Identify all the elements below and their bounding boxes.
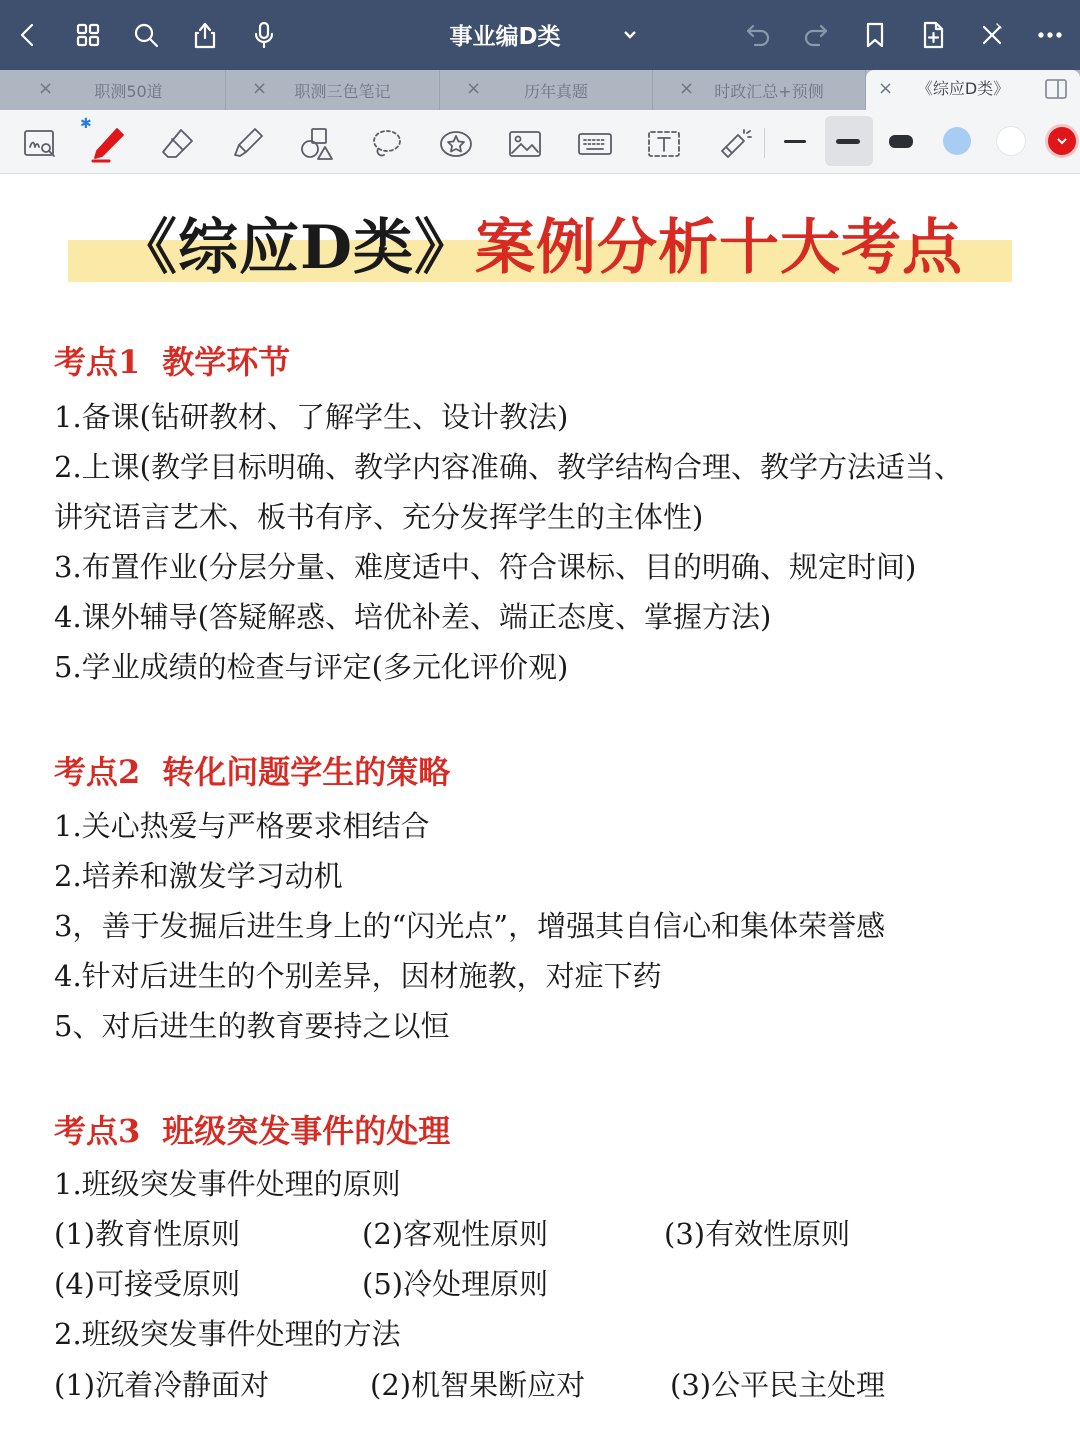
toolbar-separator — [764, 128, 765, 158]
principle-item: (3)有效性原则 — [664, 1217, 851, 1251]
list-item: 3，善于发掘后进生身上的“闪光点”，增强其自信心和集体荣誉感 — [54, 909, 886, 943]
section-1-title — [54, 342, 290, 382]
lasso-icon[interactable] — [365, 122, 409, 166]
chevron-down-icon — [1056, 137, 1068, 145]
pen-icon[interactable] — [86, 122, 130, 166]
color-light-blue-swatch[interactable] — [943, 127, 971, 155]
tab-current-affairs[interactable] — [653, 70, 866, 110]
laser-pointer-icon[interactable] — [711, 122, 755, 166]
highlighter-icon[interactable] — [226, 122, 270, 166]
chevron-down-icon[interactable] — [622, 26, 642, 46]
bookmark-icon[interactable] — [855, 15, 895, 55]
tab-zhice-50[interactable] — [12, 70, 226, 110]
section-name: 教学环节 — [162, 343, 291, 381]
list-item: 1.关心热爱与严格要求相结合 — [54, 809, 430, 843]
method-item: (3)公平民主处理 — [670, 1368, 886, 1402]
bluetooth-icon: ✱ — [80, 116, 92, 132]
drawing-toolbar — [0, 110, 1080, 174]
list-item: 1.备课(钻研教材、了解学生、设计教法) — [54, 400, 569, 434]
list-item: 3.布置作业(分层分量、难度适中、符合课标、目的明确、规定时间) — [54, 550, 917, 584]
section-number: 考点1 — [54, 343, 141, 381]
top-navigation-bar — [0, 0, 1080, 70]
tab-strip — [0, 70, 1080, 110]
split-view-icon[interactable] — [1044, 78, 1070, 102]
section-name: 转化问题学生的策略 — [162, 753, 451, 791]
list-item: 5、对后进生的教育要持之以恒 — [54, 1009, 450, 1043]
stroke-medium-option[interactable] — [836, 139, 860, 144]
section-number: 考点2 — [54, 753, 141, 791]
tab-close-icon[interactable]: × — [679, 78, 695, 99]
share-icon[interactable] — [185, 15, 225, 55]
method-item: (2)机智果断应对 — [370, 1368, 586, 1402]
list-item: 讲究语言艺术、板书有序、充分发挥学生的主体性) — [54, 500, 704, 534]
page-title-black: 《综应D类》 — [116, 213, 476, 283]
stroke-thick-option[interactable] — [889, 135, 913, 148]
tab-close-icon[interactable]: × — [38, 78, 54, 99]
undo-icon[interactable] — [738, 15, 778, 55]
principle-item: (2)客观性原则 — [362, 1217, 549, 1251]
list-item: 5.学业成绩的检查与评定(多元化评价观) — [54, 650, 569, 684]
tab-close-icon[interactable]: × — [252, 78, 268, 99]
handwriting-search-icon[interactable] — [18, 122, 62, 166]
add-page-icon[interactable] — [913, 15, 953, 55]
tab-close-icon[interactable]: × — [878, 78, 894, 99]
redo-icon[interactable] — [796, 15, 836, 55]
sticker-icon[interactable] — [434, 122, 478, 166]
stroke-thin-option[interactable] — [784, 140, 806, 143]
section-3-title — [54, 1111, 450, 1151]
list-item: 4.课外辅导(答疑解惑、培优补差、端正态度、掌握方法) — [54, 600, 772, 634]
list-item: 4.针对后进生的个别差异，因材施教，对症下药 — [54, 959, 662, 993]
more-icon[interactable] — [1030, 15, 1070, 55]
text-box-icon[interactable] — [642, 122, 686, 166]
back-icon[interactable] — [8, 15, 48, 55]
tab-zhice-notes[interactable] — [226, 70, 440, 110]
tab-label: 时政汇总+预侧 — [714, 82, 824, 101]
method-item: (1)沉着冷静面对 — [54, 1368, 270, 1402]
image-icon[interactable] — [503, 122, 547, 166]
principle-item: (1)教育性原则 — [54, 1217, 241, 1251]
tab-label: 职测50道 — [94, 82, 163, 101]
list-item: 2.培养和激发学习动机 — [54, 859, 343, 893]
document-title[interactable]: 事业编D类 — [449, 24, 561, 50]
close-icon[interactable] — [972, 15, 1012, 55]
color-white-swatch[interactable] — [996, 126, 1026, 156]
keyboard-icon[interactable] — [573, 122, 617, 166]
subheading-methods: 2.班级突发事件处理的方法 — [54, 1317, 401, 1351]
list-item: 2.上课(教学目标明确、教学内容准确、教学结构合理、教学方法适当、 — [54, 450, 963, 484]
tab-close-icon[interactable]: × — [466, 78, 482, 99]
section-2-title — [54, 752, 450, 792]
tab-zongying-d[interactable] — [866, 70, 1080, 110]
tab-past-exams[interactable] — [440, 70, 653, 110]
tab-label: 历年真题 — [523, 82, 588, 101]
page-title — [70, 208, 1010, 288]
color-red-swatch[interactable] — [1045, 124, 1079, 158]
principle-item: (5)冷处理原则 — [362, 1267, 549, 1301]
tab-label: 《综应D类》 — [916, 79, 1010, 98]
section-name: 班级突发事件的处理 — [162, 1112, 451, 1150]
page-title-red: 案例分析十大考点 — [475, 213, 964, 283]
subheading-principles: 1.班级突发事件处理的原则 — [54, 1167, 401, 1201]
eraser-icon[interactable] — [156, 122, 200, 166]
section-number: 考点3 — [54, 1112, 141, 1150]
mic-icon[interactable] — [244, 15, 284, 55]
shapes-icon[interactable] — [295, 122, 339, 166]
principle-item: (4)可接受原则 — [54, 1267, 241, 1301]
grid-icon[interactable] — [68, 15, 108, 55]
tab-label: 职测三色笔记 — [294, 82, 391, 101]
search-icon[interactable] — [126, 15, 166, 55]
